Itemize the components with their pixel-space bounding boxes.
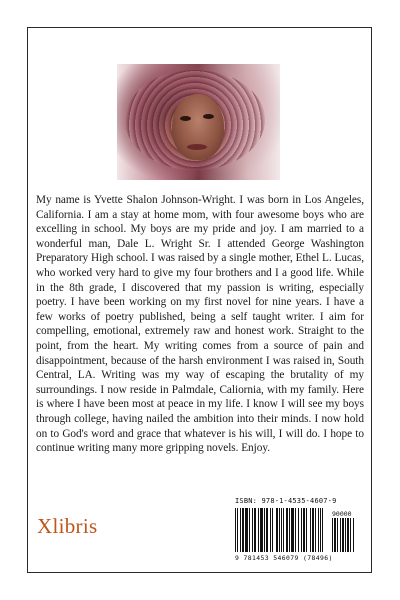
barcode-bar	[272, 508, 273, 552]
barcode-bar	[322, 508, 323, 552]
barcode-bar	[260, 508, 263, 552]
author-photo	[117, 64, 280, 180]
barcode-digits: 9 781453 546079 (78496)	[235, 554, 333, 562]
author-photo-left-eye	[180, 116, 191, 121]
barcode-bar	[332, 518, 333, 552]
price-code: 90000	[332, 510, 352, 518]
barcode-bar	[279, 508, 280, 552]
barcode-addon-bars	[332, 518, 354, 552]
barcode-bar	[303, 508, 305, 552]
isbn-label: ISBN: 978-1-4535-4607-9	[235, 497, 337, 505]
barcode	[228, 495, 358, 565]
barcode-bar	[249, 508, 250, 552]
barcode-bar	[315, 508, 316, 552]
barcode-bar	[283, 508, 284, 552]
barcode-bar	[337, 518, 338, 552]
barcode-bar	[347, 518, 349, 552]
barcode-bar	[342, 518, 344, 552]
barcode-bar	[276, 508, 278, 552]
barcode-bar	[350, 518, 351, 552]
publisher-logo: Xlibris	[37, 514, 98, 538]
author-photo-right-eye	[203, 114, 214, 119]
barcode-bar	[235, 508, 236, 552]
barcode-bar	[289, 508, 290, 552]
barcode-bar	[286, 508, 288, 552]
barcode-bar	[340, 518, 341, 552]
author-bio: My name is Yvette Shalon Johnson-Wright. I was born in Los Angeles, California. I am a stay at home mom, with four awesome boys who are excelling in school. My boys are my pride and joy. I am married to a wonderful man, Dale L. Wright Sr. I attended George Washington Preparatory High school. I was raised by a single mother, Ethel L. Lucas, who worked very hard to give my four brothers and I a good life. While in the 8th grade, I discovered that my passion is writing, especially poetry. I have been working on my first novel for nine years. I have a few works of poetry published, being a self taught writer. I aim for compelling, emotional, extremely raw and honest work. Straight to the point, from the heart. My writing comes from a source of pain and disappointment, because of the harsh environment I was raised in, South Central, LA. Writing was my way of escaping the brutality of my surroundings. I now reside in Palmdale, Caliornia, with my family. Here is where I have been most at peace in my life. I know I will see my boys through college, having nailed the ambition into their minds. I now hold on to God's word and grace that whatever is his will, I will do. I hope to continue writing many more gripping novels. Enjoy.	[36, 194, 364, 455]
barcode-bar	[240, 508, 241, 552]
barcode-bar	[281, 508, 282, 552]
barcode-bar	[301, 508, 302, 552]
barcode-bar	[258, 508, 259, 552]
barcode-bar	[252, 508, 253, 552]
barcode-bar	[254, 508, 256, 552]
barcode-main-bars	[235, 508, 328, 552]
barcode-bar	[310, 508, 311, 552]
barcode-bar	[242, 508, 244, 552]
barcode-bar	[237, 508, 238, 552]
barcode-bar	[353, 518, 354, 552]
author-photo-lips	[187, 144, 207, 150]
barcode-bar	[312, 508, 314, 552]
barcode-bar	[318, 508, 319, 552]
barcode-bar	[270, 508, 271, 552]
barcode-bar	[245, 508, 248, 552]
barcode-bar	[345, 518, 346, 552]
barcode-bar	[291, 508, 294, 552]
author-photo-face	[172, 94, 224, 160]
barcode-bar	[334, 518, 336, 552]
barcode-bar	[266, 508, 268, 552]
barcode-bar	[306, 508, 307, 552]
barcode-bar	[320, 508, 321, 552]
barcode-bar	[264, 508, 265, 552]
barcode-bar	[295, 508, 296, 552]
barcode-bar	[298, 508, 299, 552]
